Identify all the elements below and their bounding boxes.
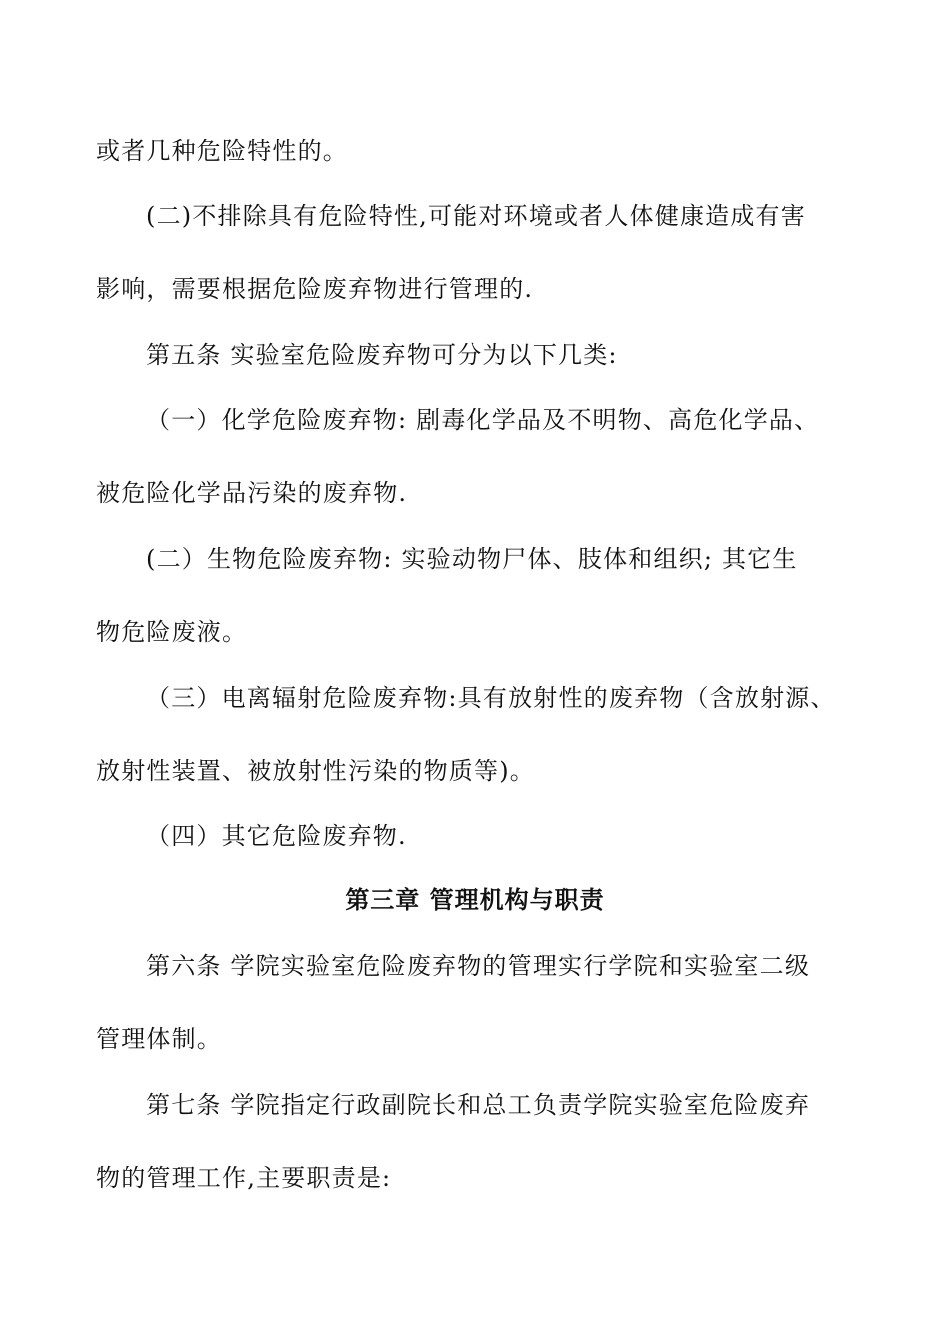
paragraph-line: （三）电离辐射危险废弃物:具有放射性的废弃物（含放射源、 xyxy=(146,684,836,712)
chapter-heading: 第三章 管理机构与职责 xyxy=(345,886,605,914)
paragraph-line: 被危险化学品污染的废弃物. xyxy=(96,479,408,507)
paragraph-line: （一）化学危险废弃物: 剧毒化学品及不明物、高危化学品、 xyxy=(146,406,820,434)
paragraph-line: 物的管理工作,主要职责是: xyxy=(96,1164,392,1192)
paragraph-line: 管理体制。 xyxy=(96,1025,222,1053)
paragraph-line: 或者几种危险特性的。 xyxy=(96,137,348,165)
paragraph-line: (二）生物危险废弃物: 实验动物尸体、肢体和组织; 其它生 xyxy=(146,545,798,573)
paragraph-line: 放射性装置、被放射性污染的物质等)。 xyxy=(96,757,535,785)
paragraph-line: （四）其它危险废弃物. xyxy=(146,822,407,850)
article-5: 第五条 实验室危险废弃物可分为以下几类: xyxy=(146,341,618,369)
paragraph-line: 物危险废液。 xyxy=(96,618,248,646)
paragraph-line: (二)不排除具有危险特性,可能对环境或者人体健康造成有害 xyxy=(146,202,806,230)
article-6: 第六条 学院实验室危险废弃物的管理实行学院和实验室二级 xyxy=(146,952,811,980)
paragraph-line: 影响，需要根据危险废弃物进行管理的. xyxy=(96,275,534,303)
article-7: 第七条 学院指定行政副院长和总工负责学院实验室危险废弃 xyxy=(146,1091,811,1119)
